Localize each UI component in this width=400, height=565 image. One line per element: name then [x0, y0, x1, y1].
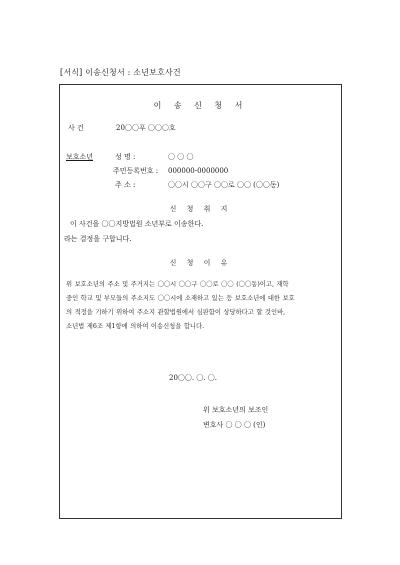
juvenile-regno-value: 000000-0000000	[168, 167, 229, 175]
signature-attorney: 변호사 〇 〇 〇 (인)	[203, 421, 266, 429]
filing-date: 20〇〇. 〇. 〇.	[169, 374, 218, 382]
juvenile-name-value: 〇 〇 〇	[168, 153, 194, 161]
reason-body	[66, 278, 336, 334]
application-form	[59, 84, 342, 519]
juvenile-label: 보호소년	[66, 153, 94, 161]
reason-line: 의 적정을 기하기 위하여 주소지 관할법원에서 심판함이 상당하다고 할 것인바,	[66, 309, 286, 316]
form-caption: [서식] 이송신청서 : 소년보호사건	[60, 68, 181, 77]
case-label: 사 건	[68, 124, 84, 132]
form-title: 이 송 신 청 서	[153, 101, 248, 110]
juvenile-regno-label: 주민등록번호 :	[113, 167, 159, 175]
purpose-line-1: 이 사건을 〇〇지방법원 소년부로 이송한다.	[70, 220, 204, 228]
purpose-line-2: 라는 결정을 구합니다.	[64, 235, 132, 243]
signature-role: 위 보호소년의 보조인	[203, 406, 269, 414]
juvenile-address-label: 주 소 :	[115, 181, 136, 189]
reason-line: 위 보호소년의 주소 및 주거지는 〇〇시 〇〇구 〇〇로 〇〇 (〇〇동)이고, 재학	[66, 281, 289, 288]
reason-line: 중인 학교 및 부모들의 주소지도 〇〇시에 소재하고 있는 등 보호소년에 대한 보호	[66, 295, 295, 302]
purpose-heading: 신 청 취 지	[169, 205, 232, 213]
reason-heading: 신 청 이 유	[169, 259, 232, 267]
juvenile-name-label: 성 명 :	[115, 153, 136, 161]
reason-line: 소년법 제6조 제1항에 의하여 이송신청을 합니다.	[66, 323, 205, 330]
case-value: 20〇〇푸 〇〇〇호	[116, 124, 176, 132]
juvenile-address-value: 〇〇시 〇〇구 〇〇로 〇〇 (〇〇동)	[168, 181, 280, 189]
